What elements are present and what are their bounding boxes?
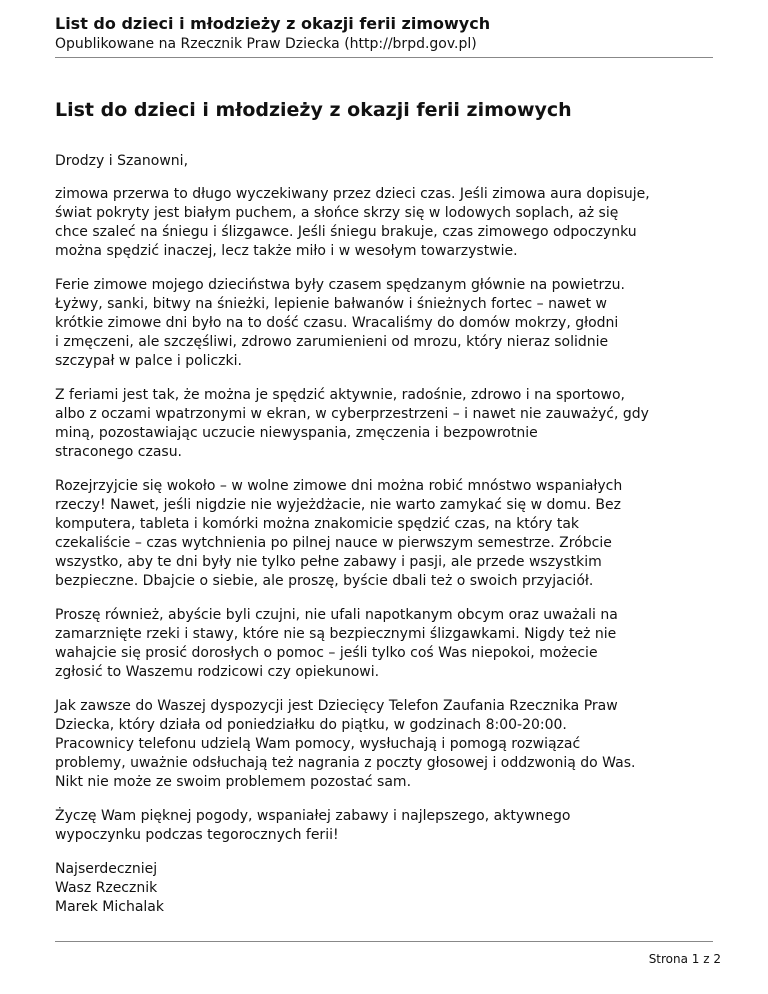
text-line: miną, pozostawiając uczucie niewyspania, zmęczenia i bezpowrotnie xyxy=(55,425,538,441)
text-line: Dziecka, który działa od poniedziałku do piątku, w godzinach 8:00-20:00. xyxy=(55,717,567,733)
text-line: albo z oczami wpatrzonymi w ekran, w cyberprzestrzeni – i nawet nie zauważyć, gdy xyxy=(55,406,649,422)
paragraph-4 xyxy=(55,477,717,591)
text-line: można spędzić inaczej, lecz także miło i w wesołym towarzystwie. xyxy=(55,243,518,259)
text-line: Rozejrzyjcie się wokoło – w wolne zimowe dni można robić mnóstwo wspaniałych xyxy=(55,478,623,494)
text-line: Z feriami jest tak, że można je spędzić aktywnie, radośnie, zdrowo i na sportowo, xyxy=(55,387,626,403)
running-header-source: Opublikowane na Rzecznik Praw Dziecka (http://brpd.gov.pl) xyxy=(55,36,477,52)
paragraph-5 xyxy=(55,606,717,682)
text-line: Ferie zimowe mojego dzieciństwa były czasem spędzanym głównie na powietrzu. xyxy=(55,277,625,293)
text-line: wszystko, aby te dni były nie tylko pełne zabawy i pasji, ale przede wszystkim xyxy=(55,554,602,570)
text-line: chce szaleć na śniegu i ślizgawce. Jeśli śniegu brakuje, czas zimowego odpoczynku xyxy=(55,224,637,240)
text-line: czekaliście – czas wytchnienia po pilnej nauce w pierwszym semestrze. Zróbcie xyxy=(55,535,612,551)
greeting-line: Drodzy i Szanowni, xyxy=(55,153,189,169)
footer-divider xyxy=(55,941,713,942)
paragraph-7 xyxy=(55,807,717,845)
text-line: wahajcie się prosić dorosłych o pomoc – jeśli tylko coś Was niepokoi, możecie xyxy=(55,645,598,661)
text-line: zgłosić to Waszemu rodzicowi czy opiekunowi. xyxy=(55,664,380,680)
text-line: problemy, uważnie odsłuchają też nagrania z poczty głosowej i oddzwonią do Was. xyxy=(55,755,636,771)
paragraph-2 xyxy=(55,276,717,371)
text-line: bezpieczne. Dbajcie o siebie, ale proszę, byście dbali też o swoich przyjaciół. xyxy=(55,573,594,589)
text-line: zamarznięte rzeki i stawy, które nie są bezpiecznymi ślizgawkami. Nigdy też nie xyxy=(55,626,617,642)
document-page xyxy=(55,0,713,994)
text-line: Nikt nie może ze swoim problemem pozostać sam. xyxy=(55,774,412,790)
header-divider xyxy=(55,57,713,58)
text-line: Jak zawsze do Waszej dyspozycji jest Dziecięcy Telefon Zaufania Rzecznika Praw xyxy=(55,698,618,714)
paragraph-3 xyxy=(55,386,717,462)
article-title: List do dzieci i młodzieży z okazji ferii zimowych xyxy=(55,99,572,121)
signature-line: Wasz Rzecznik xyxy=(55,880,158,896)
article-body xyxy=(55,152,717,932)
text-line: Proszę również, abyście byli czujni, nie ufali napotkanym obcym oraz uważali na xyxy=(55,607,618,623)
paragraph-6 xyxy=(55,697,717,792)
text-line: i zmęczeni, ale szczęśliwi, zdrowo zarumienieni od mrozu, który nieraz solidnie xyxy=(55,334,609,350)
text-line: zimowa przerwa to długo wyczekiwany przez dzieci czas. Jeśli zimowa aura dopisuje, xyxy=(55,186,650,202)
running-header-title: List do dzieci i młodzieży z okazji ferii zimowych xyxy=(55,14,491,33)
signature-line: Najserdeczniej xyxy=(55,861,158,877)
signature-line: Marek Michalak xyxy=(55,899,164,915)
text-line: świat pokryty jest białym puchem, a słońce skrzy się w lodowych soplach, aż się xyxy=(55,205,619,221)
text-line: Pracownicy telefonu udzielą Wam pomocy, wysłuchają i pomogą rozwiązać xyxy=(55,736,581,752)
text-line: straconego czasu. xyxy=(55,444,183,460)
signature-block xyxy=(55,860,717,917)
text-line: rzeczy! Nawet, jeśli nigdzie nie wyjeżdżacie, nie warto zamykać się w domu. Bez xyxy=(55,497,621,513)
text-line: krótkie zimowe dni było na to dość czasu. Wracaliśmy do domów mokrzy, głodni xyxy=(55,315,619,331)
text-line: Życzę Wam pięknej pogody, wspaniałej zabawy i najlepszego, aktywnego xyxy=(55,808,571,824)
text-line: szczypał w palce i policzki. xyxy=(55,353,242,369)
greeting xyxy=(55,152,717,171)
page-number: Strona 1 z 2 xyxy=(648,952,721,966)
paragraph-1 xyxy=(55,185,717,261)
text-line: Łyżwy, sanki, bitwy na śnieżki, lepienie bałwanów i śnieżnych fortec – nawet w xyxy=(55,296,607,312)
text-line: wypoczynku podczas tegorocznych ferii! xyxy=(55,827,339,843)
text-line: komputera, tableta i komórki można znakomicie spędzić czas, na który tak xyxy=(55,516,580,532)
